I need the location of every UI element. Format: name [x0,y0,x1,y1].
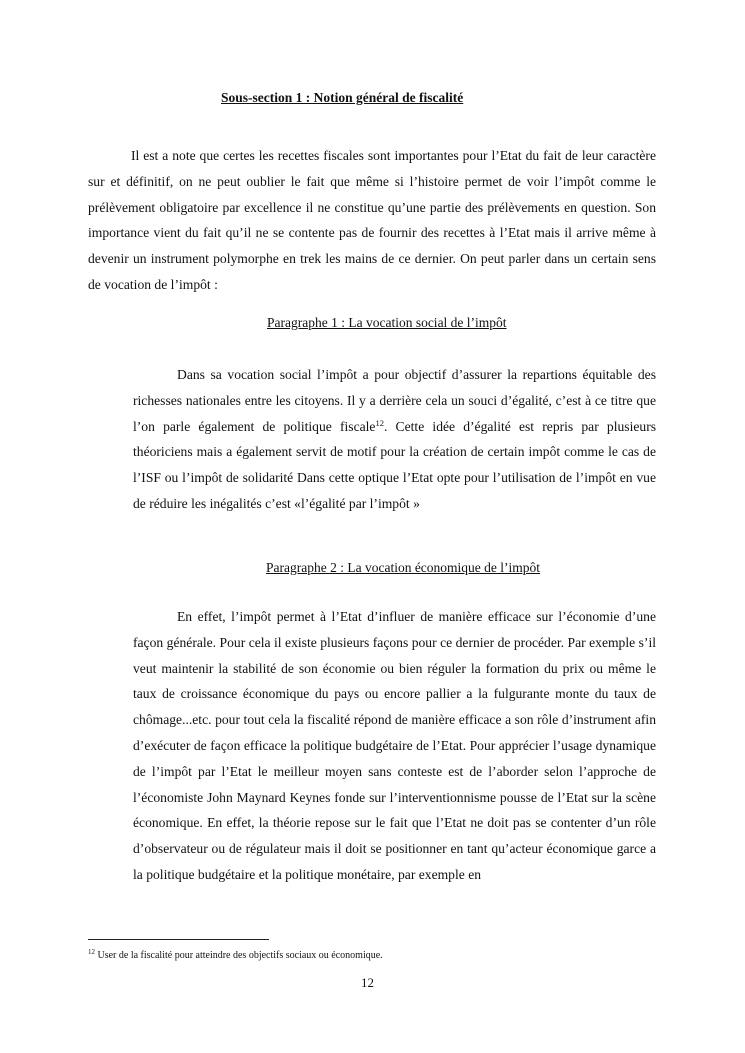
footnote [88,950,383,961]
footnote-reference-marker: 12 [375,417,384,428]
page-number: 12 [361,975,374,990]
intro-paragraph: Il est a note que certes les recettes fiscales sont importantes pour l’Etat du fait de leur caractère sur et définitif, on ne peut oublier le fait que même si l’histoire permet de voir l’impôt comme le prélèvement obligatoire par excellence il ne constitue qu’une partie des prélèvements en question. Son importance vient du fait qu’il ne se contente pas de fournir des recettes à l’Etat mais il arrive même à devenir un instrument polymorphe en trek les mains de ce dernier. On peut parler dans un certain sens de vocation de l’impôt : [88,148,656,292]
paragraph-1-heading: Paragraphe 1 : La vocation social de l’impôt [267,315,507,330]
paragraph-2-heading: Paragraphe 2 : La vocation économique de l’impôt [266,560,541,575]
footnote-text: User de la fiscalité pour atteindre des objectifs sociaux ou économique. [97,950,383,961]
paragraph-1-body [133,362,656,517]
footnote-number: 12 [88,948,95,956]
footnote-separator [88,939,269,940]
paragraph-1-text-after-note: . Cette idée d’égalité est repris par plusieurs théoriciens mais a également servit de motif pour la création de certain impôt comme le cas de l’ISF ou l’impôt de solidarité Dans cette optique l’Etat opte pour l’utilisation de l’impôt en vue de réduire les inégalités c’est «l’égalité par l’impôt » [133,418,657,511]
section-title: Sous-section 1 : Notion général de fiscalité [221,90,464,105]
paragraph-1-text-before-note: Dans sa vocation social l’impôt a pour objectif d’assurer la repartions équitable des richesses nationales entre les citoyens. Il y a derrière cela un souci d’égalité, c’est à ce titre que l’on parle également de politique fiscale [133,367,656,434]
paragraph-2-body: En effet, l’impôt permet à l’Etat d’influer de manière efficace sur l’économie d’une façon générale. Pour cela il existe plusieurs façons pour ce dernier de procéder. Par exemple s’il veut maintenir la stabilité de son économie ou bien réguler la formation du prix ou même le taux de croissance économique du pays ou encore pallier a la fulgurante monte du taux de chômage...etc. pour tout cela la fiscalité répond de manière efficace a son rôle d’instrument afin d’exécuter de façon efficace la politique budgétaire de l’Etat. Pour apprécier l’usage dynamique de l’impôt par l’Etat le meilleur moyen sans conteste est de l’aborder selon l’approche de l’économiste John Maynard Keynes fonde sur l’interventionnisme pousse de l’Etat sur la scène économique. En effet, la théorie repose sur le fait que l’Etat ne doit pas se contenter d’un rôle d’observateur ou de régulateur mais il doit se positionner en tant qu’acteur économique garce a la politique budgétaire et la politique monétaire, par exemple en [133,609,656,882]
